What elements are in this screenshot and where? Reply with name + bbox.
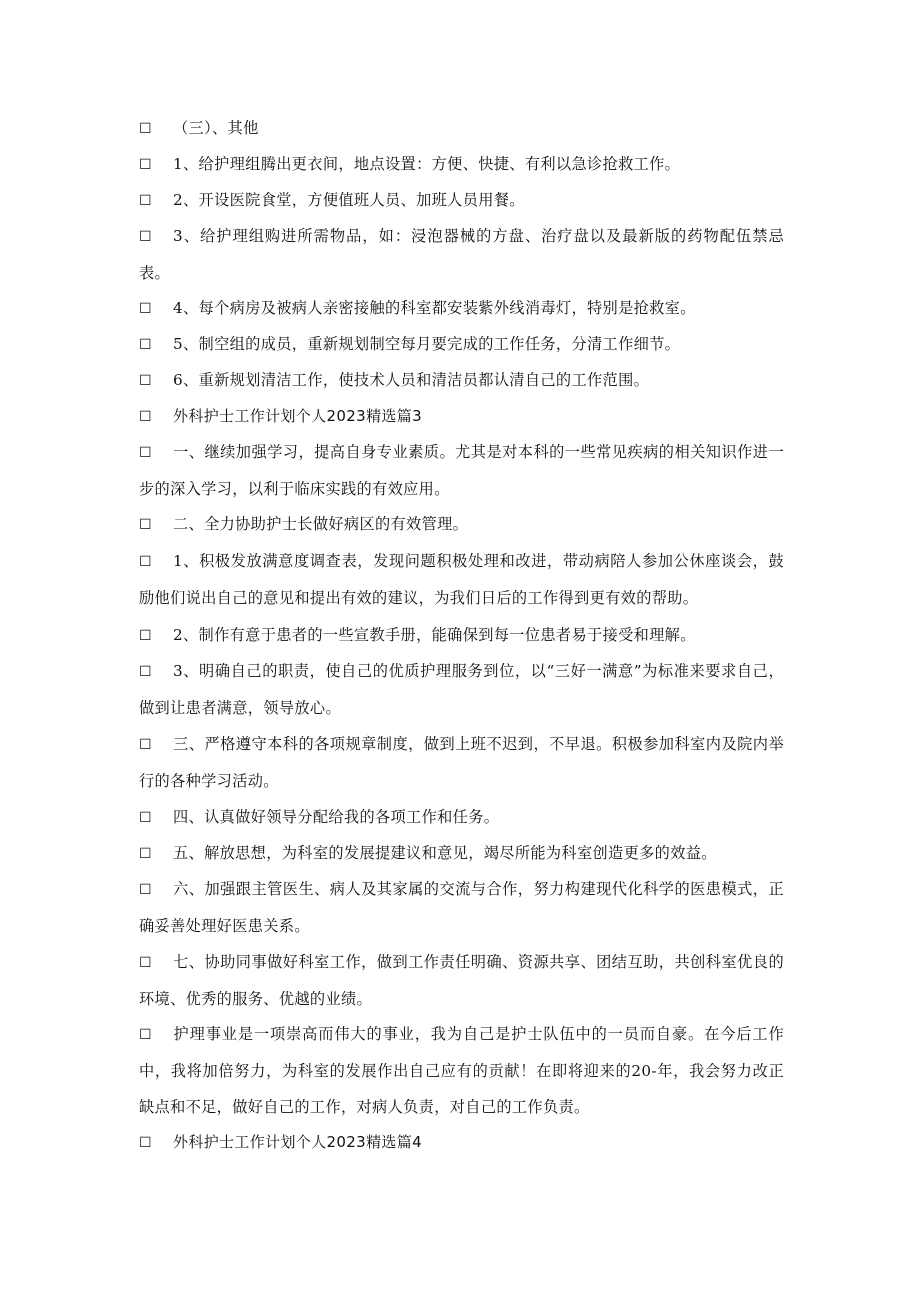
checkbox-icon: ☐: [139, 445, 152, 461]
checkbox-icon: ☐: [139, 373, 152, 389]
checkbox-icon: ☐: [139, 554, 152, 570]
paragraph-text: 2、开设医院食堂，方便值班人员、加班人员用餐。: [173, 191, 525, 209]
paragraph-text: 一、继续加强学习，提高自身专业素质。尤其是对本科的一些常见疾病的相关知识作进一步的深入学习，以利于临床实践的有效应用。: [139, 443, 784, 498]
paragraph-item: [139, 182, 784, 219]
paragraph-item: [139, 835, 784, 872]
paragraph-item: [139, 653, 784, 726]
checkbox-icon: ☐: [139, 664, 152, 680]
checkbox-icon: ☐: [139, 193, 152, 209]
section-title: [139, 398, 784, 435]
checkbox-icon: ☐: [139, 121, 152, 137]
paragraph-text: 七、协助同事做好科室工作，做到工作责任明确、资源共享、团结互助，共创科室优良的环境、优秀的服务、优越的业绩。: [139, 953, 784, 1008]
checkbox-icon: ☐: [139, 1135, 152, 1151]
checkbox-icon: ☐: [139, 810, 152, 826]
checkbox-icon: ☐: [139, 846, 152, 862]
paragraph-text: 4、每个病房及被病人亲密接触的科室都安装紫外线消毒灯，特别是抢救室。: [173, 299, 696, 317]
paragraph-item: [139, 543, 784, 616]
paragraph-item: [139, 1016, 784, 1125]
paragraph-text: 3、给护理组购进所需物品，如：浸泡器械的方盘、治疗盘以及最新版的药物配伍禁忌表。: [139, 227, 784, 282]
checkbox-icon: ☐: [139, 157, 152, 173]
checkbox-icon: ☐: [139, 882, 152, 898]
paragraph-item: [139, 362, 784, 399]
paragraph-item: [139, 944, 784, 1017]
paragraph-item: [139, 617, 784, 654]
paragraph-item: [139, 799, 784, 836]
paragraph-text: （三）、其他: [173, 119, 259, 137]
paragraph-text: 护理事业是一项崇高而伟大的事业，我为自己是护士队伍中的一员而自豪。在今后工作中，我将加倍努力，为科室的发展作出自己应有的贡献！在即将迎来的20-年，我会努力改正缺点和不足，做好自己的工作，对病人负责，对自己的工作负责。: [139, 1025, 784, 1116]
paragraph-item: [139, 146, 784, 183]
paragraph-text: 二、全力协助护士长做好病区的有效管理。: [173, 515, 469, 533]
paragraph-text: 1、积极发放满意度调查表，发现问题积极处理和改进，带动病陪人参加公休座谈会，鼓励他们说出自己的意见和提出有效的建议，为我们日后的工作得到更有效的帮助。: [139, 552, 784, 607]
paragraph-text: 六、加强跟主管医生、病人及其家属的交流与合作，努力构建现代化科学的医患模式，正确妥善处理好医患关系。: [139, 880, 784, 935]
paragraph-text: 四、认真做好领导分配给我的各项工作和任务。: [173, 808, 500, 826]
section-title-text: 外科护士工作计划个人2023精选篇4: [173, 1133, 423, 1151]
checkbox-icon: ☐: [139, 1027, 152, 1043]
checkbox-icon: ☐: [139, 737, 152, 753]
checkbox-icon: ☐: [139, 229, 152, 245]
checkbox-icon: ☐: [139, 517, 152, 533]
checkbox-icon: ☐: [139, 628, 152, 644]
paragraph-item: [139, 506, 784, 543]
checkbox-icon: ☐: [139, 337, 152, 353]
paragraph-item: [139, 326, 784, 363]
paragraph-text: 6、重新规划清洁工作，使技术人员和清洁员都认清自己的工作范围。: [173, 371, 650, 389]
paragraph-text: 2、制作有意于患者的一些宣教手册，能确保到每一位患者易于接受和理解。: [173, 626, 696, 644]
paragraph-item: [139, 434, 784, 507]
paragraph-other-heading: [139, 110, 784, 147]
paragraph-item: [139, 871, 784, 944]
checkbox-icon: ☐: [139, 955, 152, 971]
paragraph-item: [139, 290, 784, 327]
paragraph-text: 三、严格遵守本科的各项规章制度，做到上班不迟到，不早退。积极参加科室内及院内举行的各种学习活动。: [139, 735, 784, 790]
paragraph-item: [139, 726, 784, 799]
paragraph-text: 1、给护理组腾出更衣间，地点设置：方便、快捷、有利以急诊抢救工作。: [173, 155, 681, 173]
checkbox-icon: ☐: [139, 409, 152, 425]
checkbox-icon: ☐: [139, 301, 152, 317]
paragraph-item: [139, 218, 784, 291]
paragraph-text: 3、明确自己的职责，使自己的优质护理服务到位，以“三好一满意”为标准来要求自己，做到让患者满意，领导放心。: [139, 662, 784, 717]
section-title-text: 外科护士工作计划个人2023精选篇3: [173, 407, 423, 425]
section-title: [139, 1124, 784, 1161]
paragraph-text: 五、解放思想，为科室的发展提建议和意见，竭尽所能为科室创造更多的效益。: [173, 844, 717, 862]
paragraph-text: 5、制空组的成员，重新规划制空每月要完成的工作任务，分清工作细节。: [173, 335, 681, 353]
